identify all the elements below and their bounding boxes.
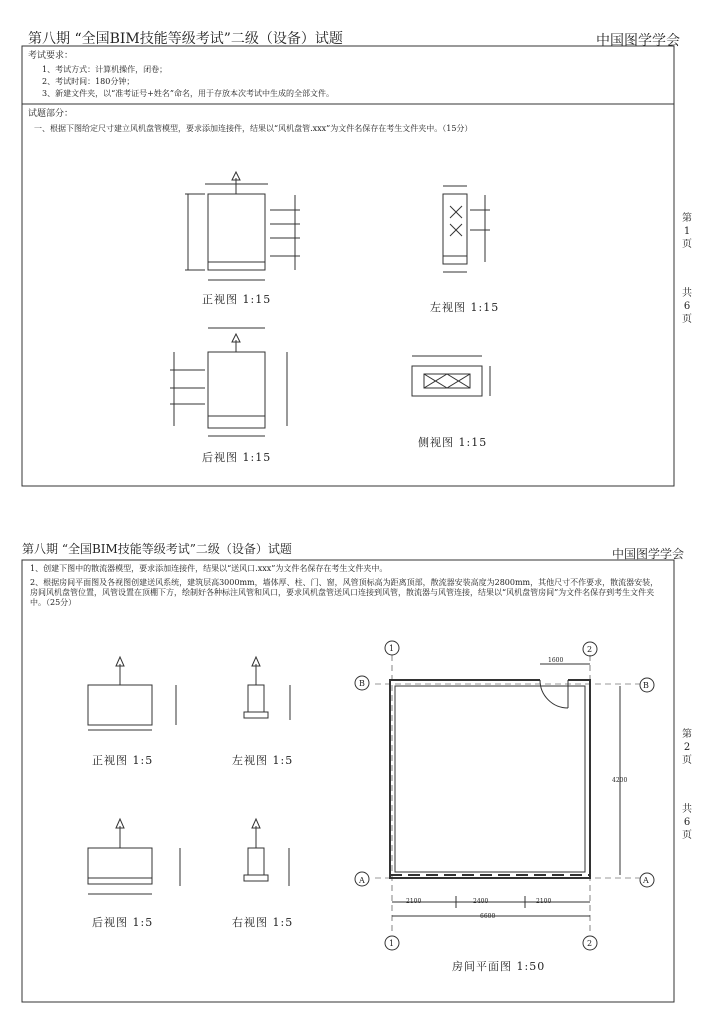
axis-label-2-bottom: 2 [587,939,593,948]
p1-front-box [208,194,265,270]
axis-bubble-a-right [640,873,654,887]
page1-side-view-caption: 侧视图 1:15 [418,436,488,449]
plan-dim-bottom-1: 2100 [406,898,422,905]
axis-label-2-top: 2 [587,645,593,654]
plan-dim-right: 4200 [612,777,628,784]
axis-bubble-2-bottom [583,936,597,950]
page2-page-number: 第 2 页 共 6 页 [682,729,692,841]
p2-left-box [248,685,264,712]
page2-right-view-caption: 右视图 1:5 [232,916,294,929]
page1-back-view-caption: 后视图 1:15 [202,451,272,464]
axis-label-1-top: 1 [389,644,395,653]
page1-page-number: 第 1 页 共 6 页 [682,213,692,325]
p2-back-box [88,848,152,878]
page1-req-heading: 考试要求： [28,51,74,61]
page2-org: 中国图学学会 [612,547,685,561]
axis-label-a-left: A [359,876,365,885]
axis-label-b-left: B [359,679,365,688]
axis-bubble-2-top [583,642,597,656]
axis-bubble-1-bottom [385,936,399,950]
page1-frame [22,46,674,486]
plan-outer-wall [390,680,590,878]
p2-front-box [88,685,152,725]
p2-right-box [248,848,264,875]
page1-req-line-1: 1、考试方式：计算机操作，闭卷； [42,65,168,74]
p1-back-box [208,352,265,428]
page2-title: 第八期 “全国BIM技能等级考试”二级（设备）试题 [22,542,292,556]
page2-plan-caption: 房间平面图 1:50 [452,960,546,973]
axis-bubble-b-right [640,678,654,692]
axis-bubble-a-left [355,872,369,886]
plan-dim-total: 6600 [480,913,496,920]
page2-frame [22,560,674,1002]
axis-label-b-right: B [643,681,649,690]
page2-back-view-caption: 后视图 1:5 [92,916,154,929]
p1-side-inner [424,374,470,388]
page1-front-view-caption: 正视图 1:15 [202,293,272,306]
p1-side-outer [412,366,482,396]
page1-left-view-caption: 左视图 1:15 [430,301,500,314]
page1-q1: 一、根据下图给定尺寸建立风机盘管模型，要求添加连接件，结果以“风机盘管.xxx”为文件名保存在考生文件夹中。（15分） [34,124,473,133]
plan-door-swing [540,680,568,708]
axis-bubble-1-top [385,641,399,655]
page1-q-heading: 试题部分： [28,109,74,119]
page1-org: 中国图学学会 [596,33,680,49]
axis-bubble-b-left [355,676,369,690]
page2-left-view-caption: 左视图 1:5 [232,754,294,767]
plan-dim-top: 1600 [548,657,564,664]
page1-title: 第八期 “全国BIM技能等级考试”二级（设备）试题 [28,31,343,47]
page1-req-line-2: 2、考试时间：180分钟； [42,77,135,86]
page2-q1: 1、创建下图中的散流器模型，要求添加连接件，结果以“送风口.xxx”为文件名保存在考生文件夹中。 [30,564,388,573]
plan-dim-bottom-2: 2400 [473,898,489,905]
page2-q2: 2、根据房间平面图及各视图创建送风系统，建筑层高3000mm，墙体厚、柱、门、窗，风管顶标高为距离顶部，散流器安装高度为2800mm，其他尺寸不作要求，散流器安装，房间风机盘管位置，风管设置在顶棚下方，绘制好各种标注风管和风口，要求风机盘管送风口连接到风管，散流器与风管连接，结果以“风机盘管房间”为文件名保存到考生文件夹中。（25分） [30,578,659,607]
plan-dim-bottom-3: 2100 [536,898,552,905]
axis-label-a-right: A [643,876,649,885]
axis-label-1-bottom: 1 [389,939,395,948]
plan-inner-wall [395,686,585,872]
page1-req-line-3: 3、新建文件夹，以“准考证号+姓名”命名，用于存放本次考试中生成的全部文件。 [42,89,334,98]
page2-front-view-caption: 正视图 1:5 [92,754,154,767]
